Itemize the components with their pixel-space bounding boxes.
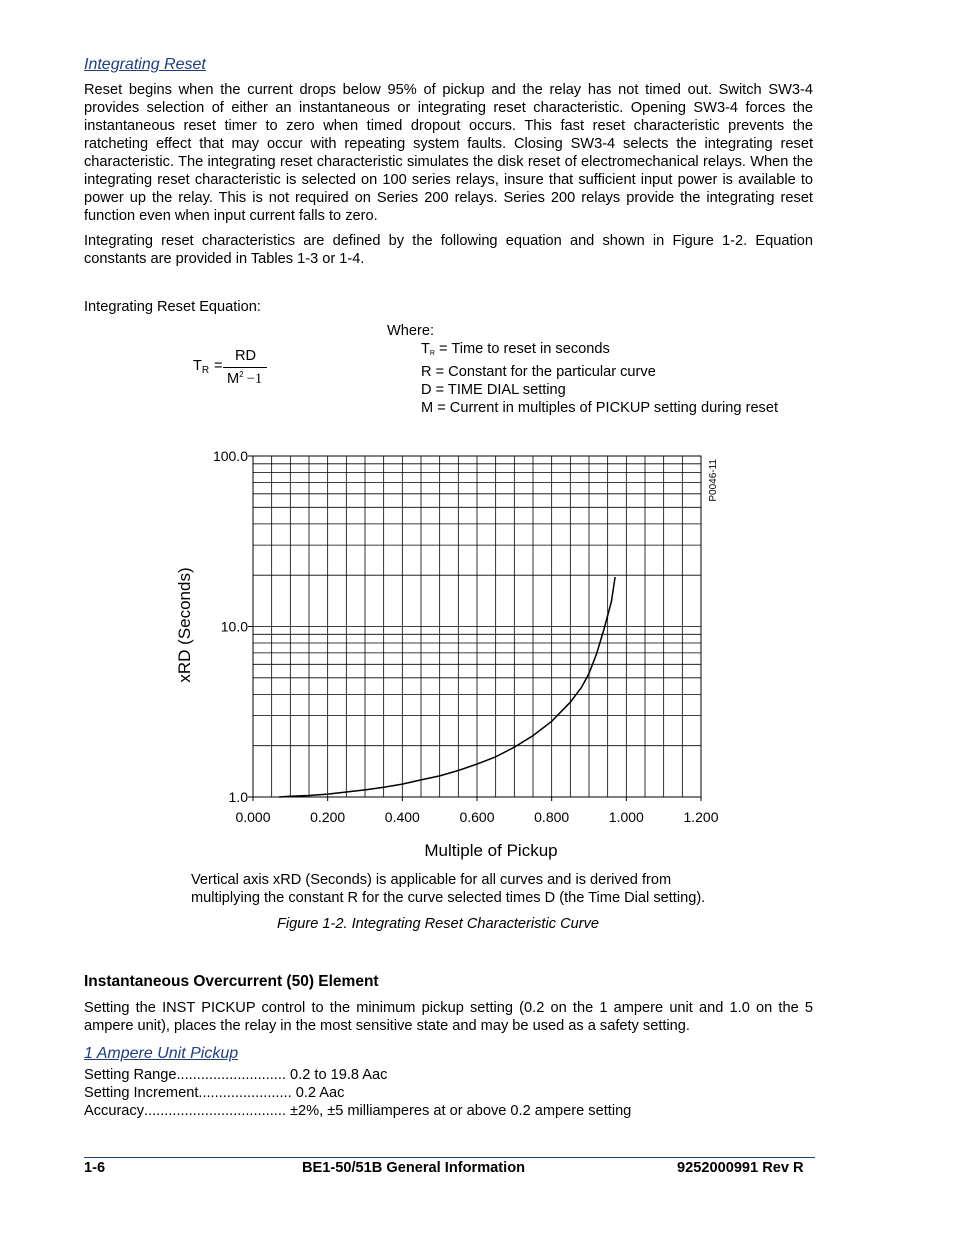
equation-lhs-main: T <box>193 358 202 374</box>
x-tick-label: 0.200 <box>310 809 346 825</box>
x-tick-label: 0.800 <box>534 809 570 825</box>
equation-where-block <box>387 322 778 417</box>
where-tr-line <box>387 340 778 363</box>
equation-denominator-base: M <box>227 371 240 387</box>
spec-label: Setting Increment <box>84 1085 199 1101</box>
y-tick-label: 100.0 <box>212 448 248 464</box>
footer-doc-number: 9252000991 Rev R <box>677 1160 804 1176</box>
spec-row-setting-range <box>84 1067 813 1085</box>
equation-lhs <box>193 358 209 376</box>
equation-numerator: RD <box>235 348 257 364</box>
x-tick-label: 1.000 <box>608 809 644 825</box>
spec-list <box>84 1067 813 1121</box>
spec-value: ±2%, ±5 milliamperes at or above 0.2 ampere setting <box>290 1103 632 1119</box>
x-tick-label: 0.000 <box>235 809 271 825</box>
where-d-line: D = TIME DIAL setting <box>421 382 566 398</box>
paragraph-equation-intro: Integrating reset characteristics are defined by the following equation and shown in Figure 1-2. Equation constants are provided in Tables 1-3 or 1-4. <box>84 233 813 267</box>
y-axis-label: xRD (Seconds) <box>175 567 194 683</box>
where-title: Where: <box>387 323 435 339</box>
spec-label: Setting Range <box>84 1067 177 1083</box>
chart-grid <box>253 456 701 797</box>
figure-note-line2: multiplying the constant R for the curve selected times D (the Time Dial setting). <box>191 890 706 906</box>
spec-row-setting-increment <box>84 1085 813 1103</box>
paragraph-integrating-reset-description: Reset begins when the current drops below 95% of pickup and the relay has not timed out. Switch SW3-4 provides selection of either an instantaneous or integrating reset characteristic. Opening SW3-4 forces the instantaneous reset timer to zero when timed dropout occurs. This fast reset characteristic prevents the ratcheting effect that may occur with repeating system faults. Closing SW3-4 selects the integrating reset characteristic. The integrating reset characteristic simulates the disk reset of electromechanical relays. When the integrating reset characteristic is selected on 100 series relays, insure that sufficient input power is available to power up the relay. This is not required on Series 200 relays. Series 200 relays provide the integrating reset function even when input current falls to zero. <box>84 82 813 224</box>
reset-equation <box>193 347 283 391</box>
paragraph-inst-pickup: Setting the INST PICKUP control to the minimum pickup setting (0.2 on the 1 ampere unit and 1.0 on the 5 ampere unit), places the relay in the most sensitive state and may be used as a safety setting. <box>84 1000 813 1034</box>
figure-note <box>191 871 705 907</box>
spec-leader: ....................... <box>198 1085 292 1101</box>
equation-lhs-sub: R <box>201 365 210 376</box>
integrating-reset-chart <box>0 440 954 870</box>
spec-value: 0.2 Aac <box>295 1085 345 1101</box>
footer-rule <box>84 1157 815 1158</box>
footer-doc-title: BE1-50/51B General Information <box>302 1160 526 1176</box>
spec-value: 0.2 to 19.8 Aac <box>290 1067 388 1083</box>
x-tick-label: 1.200 <box>683 809 719 825</box>
spec-row-accuracy <box>84 1103 813 1121</box>
x-axis-label: Multiple of Pickup <box>424 841 558 860</box>
spec-leader: ................................... <box>144 1103 286 1119</box>
series-line-integrating-reset <box>279 577 615 797</box>
chart-series-layer <box>279 577 615 797</box>
figure-caption: Figure 1-2. Integrating Reset Characteristic Curve <box>277 916 600 932</box>
equation-label: Integrating Reset Equation: <box>84 299 261 315</box>
drawing-id-label: P0046-11 <box>708 459 719 502</box>
spec-leader: ........................... <box>176 1067 286 1083</box>
y-tick-label: 10.0 <box>220 618 248 635</box>
y-tick-label: 1.0 <box>228 789 248 805</box>
spec-label: Accuracy <box>84 1103 145 1119</box>
fraction-bar <box>223 367 267 368</box>
figure-note-line1: Vertical axis xRD (Seconds) is applicable for all curves and is derived from <box>191 872 672 888</box>
equation-denominator-rest: −1 <box>246 371 263 387</box>
where-m-line: M = Current in multiples of PICKUP setting during reset <box>421 400 779 416</box>
where-tr-sub: R <box>429 350 435 357</box>
x-tick-label: 0.600 <box>459 809 495 825</box>
subheading-1-ampere-pickup: 1 Ampere Unit Pickup <box>84 1045 239 1062</box>
equation-equals: = <box>214 358 223 374</box>
where-tr-main: T <box>421 341 430 357</box>
equation-denominator <box>227 370 262 388</box>
footer-page-number: 1-6 <box>84 1160 106 1176</box>
section-heading-instantaneous: Instantaneous Overcurrent (50) Element <box>84 973 379 990</box>
equation-denominator-exp: 2 <box>239 370 244 379</box>
where-r-line: R = Constant for the particular curve <box>421 364 656 380</box>
where-tr-text: = Time to reset in seconds <box>434 341 610 357</box>
x-tick-label: 0.400 <box>384 809 420 825</box>
section-heading-integrating-reset: Integrating Reset <box>84 56 206 73</box>
